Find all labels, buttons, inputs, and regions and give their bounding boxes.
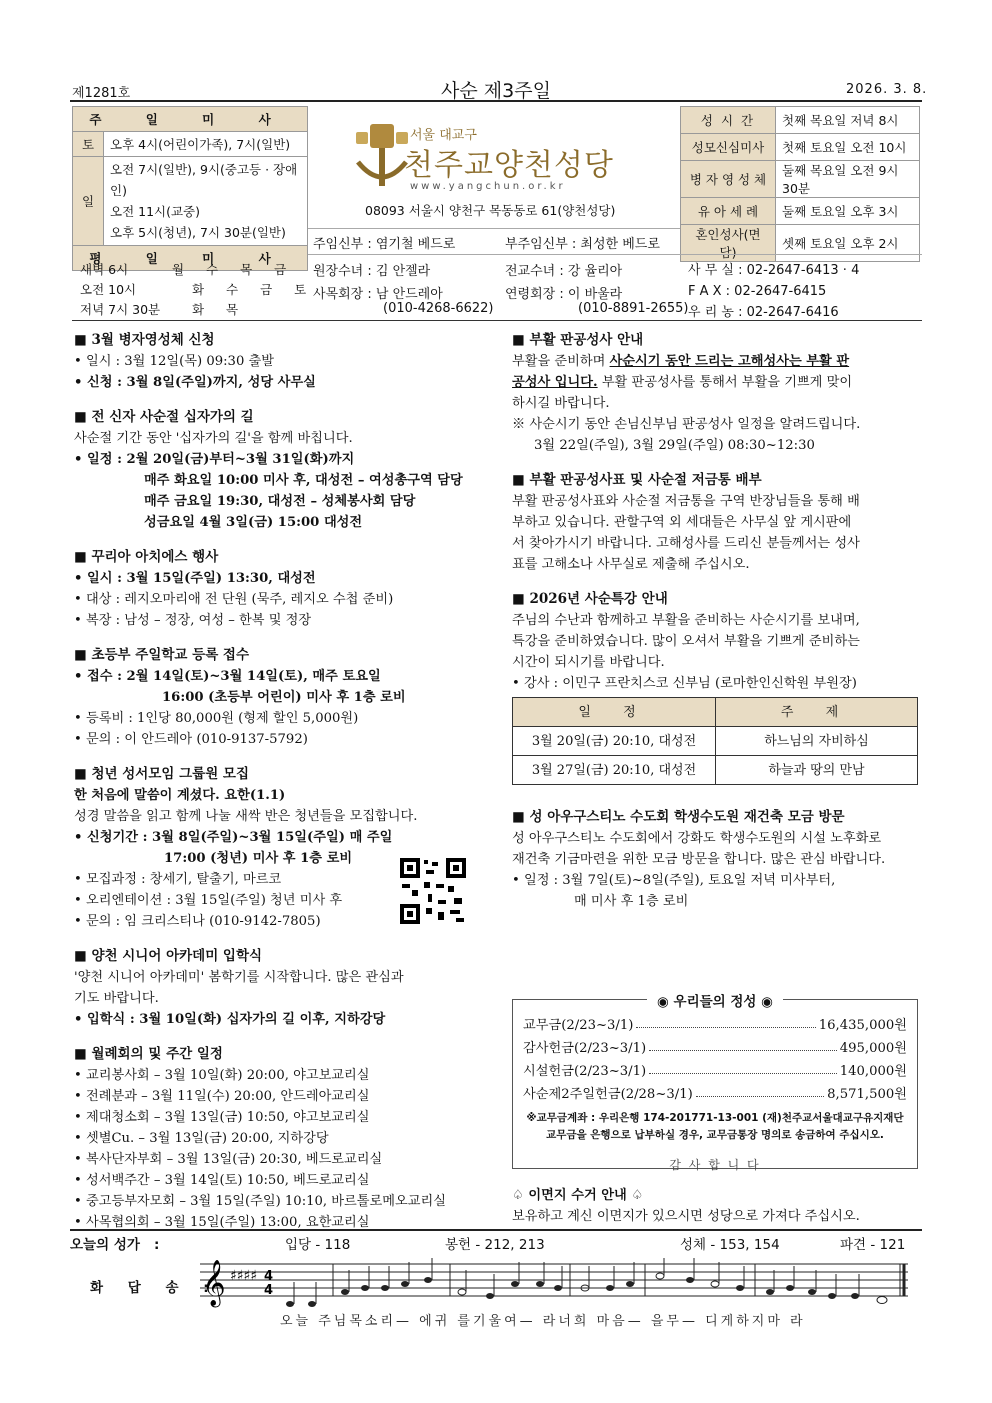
sec-acies-title: ■ 꾸리아 아치에스 행사	[74, 547, 494, 568]
sacrament-value-4: 둘째 토요일 오후 3시	[776, 198, 920, 225]
right-column	[512, 330, 922, 912]
sacrament-value-5: 셋째 토요일 오후 2시	[776, 225, 920, 262]
weekday-time-3: 저녁 7시 30분	[80, 302, 161, 317]
sec-sick-communion-line: • 일시 : 3월 12일(목) 09:30 출발	[74, 354, 275, 369]
sec-monastery-line: • 일정 : 3월 7일(토)~8일(주일), 토요일 저녁 미사부터,	[512, 873, 836, 888]
sec-youth-bible-line: • 오리엔테이션 : 3월 15일(주일) 청년 미사 후	[74, 893, 343, 908]
sec-confession-line: 부활을 준비하며	[512, 354, 610, 369]
sunday-mass-sun-time-1: 오전 7시(일반), 9시(중고등 · 장애인)	[110, 162, 298, 198]
sec-monastery-line: 매 미사 후 1층 로비	[574, 894, 689, 909]
sacrament-value-3: 둘째 목요일 오전 9시 30분	[776, 161, 920, 198]
sunday-mass-sun-time-2: 오전 11시(교중)	[110, 204, 201, 219]
sec-sunday-school-line: • 등록비 : 1인당 80,000원 (형제 할인 5,000원)	[74, 711, 359, 726]
offering-row	[523, 1037, 907, 1056]
lecture-table-cell: 3월 20일(금) 20:10, 대성전	[513, 727, 716, 756]
sec-acies-line: • 일시 : 3월 15일(주일) 13:30, 대성전	[74, 571, 316, 586]
hymn-offertory: 봉헌 - 212, 213	[445, 1237, 545, 1253]
staff-pastor: 주임신부 : 염기철 베드로	[313, 237, 456, 252]
sec-confession-card-line: 표를 고해소나 사무실로 제출해 주십시오.	[512, 557, 750, 572]
sec-lenten-lecture-line: 특강을 준비하였습니다. 많이 오셔서 부활을 기쁘게 준비하는	[512, 634, 860, 649]
weekday-mass-days	[172, 260, 306, 320]
sec-confession-line: 부활 판공성사를 통해서 부활을 기쁘게 맞이	[597, 375, 853, 390]
offering-row	[523, 1060, 907, 1079]
offerings-box	[512, 994, 918, 1172]
sec-youth-bible-title: ■ 청년 성서모임 그룹원 모집	[74, 764, 494, 785]
offering-label: 감사헌금(2/23~3/1)	[523, 1041, 647, 1056]
sec-confession-card-line: 서 찾아가시기 바랍니다. 고해성사를 드리신 분들께서는 성사	[512, 536, 860, 551]
sacrament-label-3: 병 자 영 성 체	[681, 161, 776, 198]
top-divider	[70, 100, 922, 102]
sec-stations-line: • 일정 : 2월 20일(금)부터~3월 31일(화)까지	[74, 452, 355, 467]
sec-lenten-lecture-line: • 강사 : 이민구 프란치스코 신부님 (로마한인신학원 부원장)	[512, 676, 857, 691]
svg-text:4: 4	[264, 1283, 274, 1298]
schedule-item: • 전례분과 – 3월 11일(수) 20:00, 안드레아교리실	[74, 1089, 370, 1104]
hymn-label: 오늘의 성가 :	[70, 1237, 160, 1253]
offering-label: 교무금(2/23~3/1)	[523, 1018, 634, 1033]
weekday-time-2: 오전 10시	[80, 282, 137, 297]
paper-collection	[512, 1185, 922, 1227]
contact-office: 사 무 실 : 02-2647-6413 · 4	[688, 263, 860, 278]
contact-fax: F A X : 02-2647-6415	[688, 284, 827, 299]
diocese-name: 서울 대교구	[410, 128, 477, 143]
staff-divider-top	[308, 228, 680, 229]
sec-confession-line: 하시길 바랍니다.	[512, 396, 610, 411]
sacrament-label-2: 성모신심미사	[681, 134, 776, 161]
weekday-days-1: 월 수 목 금	[172, 262, 287, 277]
sunday-mass-title: 주 일 미 사	[73, 107, 308, 132]
schedule-item: • 제대청소회 – 3월 13일(금) 10:50, 야고보교리실	[74, 1110, 370, 1125]
key-signature-icon: ♯♯♯♯	[230, 1268, 258, 1284]
weekday-time-1: 새벽 6시	[80, 262, 129, 277]
sacrament-label-1: 성 시 간	[681, 107, 776, 134]
sec-sick-communion-line: • 신청 : 3월 8일(주일)까지, 성당 사무실	[74, 375, 316, 390]
sec-monastery-line: 성 아우구스티노 수도회에서 강화도 학생수도원의 시설 노후화로	[512, 831, 882, 846]
header-bottom-divider	[72, 320, 922, 321]
sec-stations-line: 매주 금요일 19:30, 대성전 – 성체봉사회 담당	[144, 494, 416, 509]
hymn-entrance: 입당 - 118	[285, 1237, 351, 1253]
sec-lenten-lecture-title: ■ 2026년 사순특강 안내	[512, 589, 922, 610]
schedule-item: • 복사단자부회 – 3월 13일(금) 20:30, 베드로교리실	[74, 1152, 383, 1167]
lecture-table-cell: 하느님의 자비하심	[716, 727, 918, 756]
sec-sunday-school-line: • 접수 : 2월 14일(토)~3월 14일(토), 매주 토요일	[74, 669, 381, 684]
sec-youth-bible-line: • 문의 : 임 크리스티나 (010-9142-7805)	[74, 914, 321, 929]
sunday-mass-table	[72, 106, 308, 271]
offerings-title-wrap	[513, 990, 917, 1010]
hymn-bar	[70, 1233, 922, 1253]
offering-row	[523, 1014, 907, 1033]
sec-senior-academy-line: '양천 시니어 아카데미' 봄학기를 시작합니다. 많은 관심과	[74, 970, 404, 985]
sunday-mass-sun-time-3: 오후 5시(청년), 7시 30분(일반)	[110, 225, 286, 240]
offering-value: 16,435,000원	[818, 1018, 907, 1033]
psalm-label: 화 답 송 :	[90, 1280, 219, 1296]
sec-confession-emphasis: 공성사 입니다.	[512, 375, 598, 390]
sunday-mass-day-sat: 토	[73, 132, 104, 157]
psalm-notes	[286, 1273, 887, 1307]
left-column	[74, 330, 494, 1233]
offerings-thanks: 감 사 합 니 다	[669, 1158, 761, 1172]
sec-senior-academy-title: ■ 양천 시니어 아카데미 입학식	[74, 946, 494, 967]
issue-number: 제1281호	[72, 86, 131, 101]
schedule-item: • 셋별Cu. – 3월 13일(금) 20:00, 지하강당	[74, 1131, 329, 1146]
sunday-mass-sat-time: 오후 4시(어린이가족), 7시(일반)	[104, 132, 308, 157]
weekday-mass-title: 평 일 미 사	[73, 246, 308, 271]
sec-youth-bible-line: 성경 말씀을 읽고 함께 나눌 새싹 반은 청년들을 모집합니다.	[74, 809, 418, 824]
sacrament-value-2: 첫째 토요일 오전 10시	[776, 134, 920, 161]
time-signature-icon: 4	[264, 1269, 274, 1284]
staff-superior: 원장수녀 : 김 안젤라	[313, 264, 431, 279]
lecture-table	[512, 697, 918, 785]
psalm-lyrics: 오늘 주님목소리— 에귀 를기울여— 라너희 마음— 을무— 디게하지마 라	[280, 1314, 806, 1329]
hymn-divider	[70, 1229, 922, 1231]
offering-value: 8,571,500원	[827, 1087, 907, 1102]
sunday-mass-sun-times	[104, 157, 308, 246]
sec-stations-line: 사순절 기간 동안 '십자가의 길'을 함께 바칩니다.	[74, 431, 353, 446]
schedule-item: • 사목협의회 – 3월 15일(주일) 13:00, 요한교리실	[74, 1215, 370, 1230]
sec-lenten-lecture-line: 시간이 되시기를 바랍니다.	[512, 655, 665, 670]
weekday-mass-times	[80, 260, 160, 320]
contact-block	[688, 260, 859, 323]
lecture-table-head-date: 일 정	[513, 698, 716, 727]
sec-sick-communion-title: ■ 3월 병자영성체 신청	[74, 330, 494, 351]
sec-youth-bible-line: 17:00 (청년) 미사 후 1층 로비	[164, 851, 353, 866]
contact-farm: 우 리 농 : 02-2647-6416	[688, 305, 839, 320]
sec-confession-card-title: ■ 부활 판공성사표 및 사순절 저금통 배부	[512, 470, 922, 491]
lecture-table-head-topic: 주 제	[716, 698, 918, 727]
weekday-days-2: 화 수 금 토	[192, 282, 307, 297]
sacrament-table	[680, 106, 920, 262]
hymn-communion: 성체 - 153, 154	[680, 1237, 780, 1253]
staff-federation-head: 연령회장 : 이 바울라	[505, 287, 623, 302]
offering-label: 사순제2주일헌금(2/28~3/1)	[523, 1087, 693, 1102]
sec-paper-line: 보유하고 계신 이면지가 있으시면 성당으로 가져다 주십시오.	[512, 1209, 860, 1224]
church-url[interactable]: www.yangchun.or.kr	[410, 181, 566, 192]
sec-confession-line: ※ 사순시기 동안 손님신부님 판공성사 일정을 알려드립니다.	[512, 417, 861, 432]
offerings-title: ◉ 우리들의 정성 ◉	[647, 994, 783, 1010]
offering-label: 시설헌금(2/23~3/1)	[523, 1064, 647, 1079]
sec-weekly-schedule-title: ■ 월례회의 및 주간 일정	[74, 1044, 494, 1065]
sec-sunday-school-line: 16:00 (초등부 어린이) 미사 후 1층 로비	[162, 690, 406, 705]
offerings-account: ※교무금계좌 : 우리은행 174-201771-13-001 (재)천주교서울대교구유지재단	[526, 1112, 904, 1124]
sacrament-value-1: 첫째 목요일 저녁 8시	[776, 107, 920, 134]
sec-confession-emphasis: 사순시기 동안 드리는 고해성사는 부활 판	[609, 354, 850, 369]
sec-confession-line: 3월 22일(주일), 3월 29일(주일) 08:30~12:30	[534, 438, 815, 453]
schedule-item: • 중고등부자모회 – 3월 15일(주일) 10:10, 바르톨로메오교리실	[74, 1194, 446, 1209]
sacrament-label-5: 혼인성사(면담)	[681, 225, 776, 262]
staff-assistant: 부주임신부 : 최성한 베드로	[505, 237, 660, 252]
sec-stations-line: 성금요일 4월 3일(금) 15:00 대성전	[144, 515, 363, 530]
treble-clef-icon: 𝄞	[202, 1260, 226, 1306]
sec-senior-academy-line: 기도 바랍니다.	[74, 991, 159, 1006]
sacrament-label-4: 유 아 세 례	[681, 198, 776, 225]
hymn-recessional: 파견 - 121	[840, 1237, 906, 1253]
sec-confession-card-line: 부활 판공성사표와 사순절 저금통을 구역 반장님들을 통해 배	[512, 494, 860, 509]
page-title: 사순 제3주일	[441, 80, 551, 102]
qr-code-icon[interactable]	[398, 856, 468, 926]
sec-senior-academy-line: • 입학식 : 3월 10일(화) 십자가의 길 이후, 지하강당	[74, 1012, 386, 1027]
issue-date: 2026. 3. 8.	[846, 82, 928, 97]
offerings-instructions: 교무금을 은행으로 납부하실 경우, 교무금통장 명의로 송금하여 주십시오.	[546, 1129, 884, 1141]
schedule-item: • 교리봉사회 – 3월 10일(화) 20:00, 야고보교리실	[74, 1068, 370, 1083]
staff-council-head: 사목회장 : 남 안드레아	[313, 287, 443, 302]
offerings-note	[517, 1110, 913, 1144]
sec-youth-bible-line: 한 처음에 말씀이 계셨다. 요한(1.1)	[74, 788, 286, 803]
sunday-mass-day-sun: 일	[73, 157, 104, 246]
sec-youth-bible-line: • 모집과정 : 창세기, 탈출기, 마르코	[74, 872, 282, 887]
sec-sunday-school-title: ■ 초등부 주일학교 등록 접수	[74, 645, 494, 666]
weekday-days-3: 화 목	[192, 302, 239, 317]
sec-youth-bible-line: • 신청기간 : 3월 8일(주일)~3월 15일(주일) 매 주일	[74, 830, 393, 845]
sec-monastery-title: ■ 성 아우구스티노 수도회 학생수도원 재건축 모금 방문	[512, 807, 922, 828]
offering-row	[523, 1083, 907, 1102]
sec-paper-title: ♤ 이면지 수거 안내 ♤	[512, 1188, 644, 1203]
staff-sister: 전교수녀 : 강 율리아	[505, 264, 623, 279]
staff-federation-phone: (010-8891-2655)	[578, 301, 689, 316]
psalm-music-staff	[200, 1258, 912, 1308]
sec-confession-title: ■ 부활 판공성사 안내	[512, 330, 922, 351]
lecture-table-cell: 3월 27일(금) 20:10, 대성전	[513, 756, 716, 785]
schedule-item: • 성서백주간 – 3월 14일(토) 10:50, 베드로교리실	[74, 1173, 370, 1188]
sec-acies-line: • 대상 : 레지오마리애 전 단원 (묵주, 레지오 수첩 준비)	[74, 592, 394, 607]
sec-acies-line: • 복장 : 남성 – 정장, 여성 – 한복 및 정장	[74, 613, 312, 628]
lecture-table-cell: 하늘과 땅의 만남	[716, 756, 918, 785]
sec-stations-line: 매주 화요일 10:00 미사 후, 대성전 – 여성총구역 담당	[144, 473, 463, 488]
church-name: 천주교양천성당	[404, 148, 614, 183]
offering-value: 495,000원	[839, 1041, 907, 1056]
sec-lenten-lecture-line: 주님의 수난과 함께하고 부활을 준비하는 사순시기를 보내며,	[512, 613, 860, 628]
sec-monastery-line: 재건축 기금마련을 위한 모금 방문을 합니다. 많은 관심 바랍니다.	[512, 852, 886, 867]
sec-confession-card-line: 부하고 있습니다. 관할구역 외 세대들은 사무실 앞 게시판에	[512, 515, 852, 530]
church-emblem-icon	[352, 122, 412, 192]
church-address: 08093 서울시 양천구 목동동로 61(양천성당)	[365, 203, 616, 218]
sec-sunday-school-line: • 문의 : 이 안드레아 (010-9137-5792)	[74, 732, 308, 747]
staff-council-phone: (010-4268-6622)	[383, 301, 494, 316]
sec-stations-title: ■ 전 신자 사순절 십자가의 길	[74, 407, 494, 428]
offering-value: 140,000원	[839, 1064, 907, 1079]
staff-divider-mid	[308, 254, 922, 255]
